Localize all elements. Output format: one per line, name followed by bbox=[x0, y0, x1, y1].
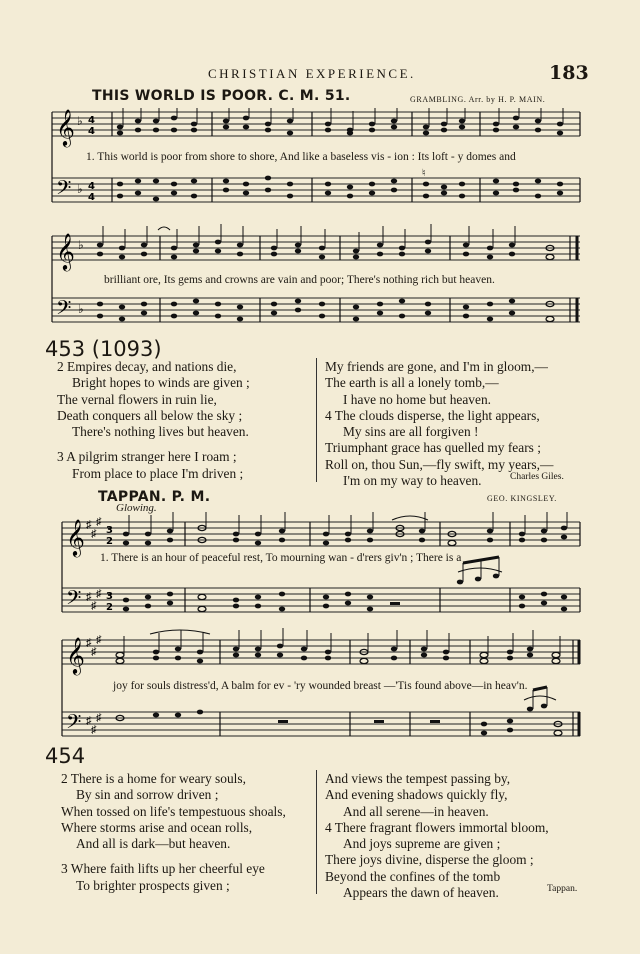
hymn-454-author: Tappan. bbox=[547, 884, 578, 894]
svg-text:♯: ♯ bbox=[96, 712, 102, 724]
verse-line: And all serene—in heaven. bbox=[343, 803, 489, 819]
running-title: CHRISTIAN EXPERIENCE. bbox=[208, 66, 416, 81]
svg-text:♯: ♯ bbox=[86, 715, 92, 727]
tune2-title: TAPPAN. P. M. bbox=[98, 489, 211, 505]
svg-text:♭: ♭ bbox=[78, 238, 84, 252]
stanza-gap bbox=[57, 440, 250, 449]
verse-line: 2 Empires decay, and nations die, bbox=[57, 359, 237, 374]
svg-text:♯: ♯ bbox=[96, 516, 102, 528]
verse-line: From place to place I'm driven ; bbox=[72, 465, 244, 481]
verse-line: My sins are all forgiven ! bbox=[343, 424, 479, 440]
verse-line: I have no home but heaven. bbox=[343, 391, 491, 407]
verse-line: And evening shadows quickly fly, bbox=[325, 787, 508, 803]
svg-text:♯: ♯ bbox=[91, 528, 97, 540]
svg-text:♯: ♯ bbox=[91, 646, 97, 658]
svg-text:𝄞: 𝄞 bbox=[66, 518, 85, 556]
svg-text:3: 3 bbox=[106, 591, 113, 602]
page-number: 183 bbox=[549, 62, 589, 84]
svg-text:3: 3 bbox=[106, 525, 113, 536]
hymn-453-author: Charles Giles. bbox=[510, 472, 564, 482]
tune1-lyric-line1: 1. This world is poor from shore to shore, And like a baseless vis - ion : Its loft - y domes and bbox=[86, 151, 516, 163]
verse-line: To brighter prospects given ; bbox=[76, 877, 230, 893]
svg-text:♭: ♭ bbox=[77, 182, 83, 196]
verse-line: The vernal flowers in ruin lie, bbox=[57, 391, 217, 407]
svg-text:♭: ♭ bbox=[78, 302, 84, 316]
svg-text:𝄢: 𝄢 bbox=[66, 586, 82, 614]
verse-line: There joys divine, disperse the gloom ; bbox=[325, 852, 534, 868]
verse-line: When tossed on life's tempestuous shoals, bbox=[61, 803, 286, 819]
hymn-453-number: 453 (1093) bbox=[45, 337, 162, 361]
tune1-lyric-line2: brilliant ore, Its gems and crowns are vain and poor; There's nothing rich but heaven. bbox=[104, 274, 495, 286]
svg-text:2: 2 bbox=[106, 536, 113, 547]
svg-text:𝄢: 𝄢 bbox=[66, 710, 82, 738]
svg-text:♯: ♯ bbox=[91, 724, 97, 736]
sharp-icon: ♯ bbox=[86, 519, 92, 531]
hymn-453-right-column bbox=[325, 359, 553, 489]
treble-clef-icon: 𝄞 bbox=[56, 108, 75, 146]
verse-line: Bright hopes to winds are given ; bbox=[72, 375, 250, 391]
svg-text:2: 2 bbox=[106, 602, 113, 613]
tune2-lyric-line2: joy for souls distress'd, A balm for ev - 'ry wounded breast —'Tis found above—in heav'n. bbox=[113, 680, 528, 692]
svg-text:♯: ♯ bbox=[96, 634, 102, 646]
verse-line: By sin and sorrow driven ; bbox=[76, 787, 219, 803]
verse-line: 3 A pilgrim stranger here I roam ; bbox=[57, 449, 237, 465]
hymn-454-left-column bbox=[61, 771, 286, 894]
svg-text:♯: ♯ bbox=[86, 637, 92, 649]
verse-line: Appears the dawn of heaven. bbox=[343, 885, 499, 901]
hymn-453-left-column bbox=[57, 359, 250, 482]
svg-text:𝄞: 𝄞 bbox=[56, 232, 75, 270]
verse-line: There's nothing lives but heaven. bbox=[72, 424, 249, 440]
column-divider bbox=[316, 770, 317, 894]
verse-line: Death conquers all below the sky ; bbox=[57, 407, 243, 423]
svg-text:♯: ♯ bbox=[91, 600, 97, 612]
verse-line: The earth is all a lonely tomb,— bbox=[325, 375, 499, 391]
svg-text:♯: ♯ bbox=[96, 588, 102, 600]
svg-text:𝄞: 𝄞 bbox=[66, 636, 85, 674]
svg-text:𝄢: 𝄢 bbox=[56, 296, 72, 324]
verse-line: 4 The clouds disperse, the light appears, bbox=[325, 407, 540, 423]
tune2-tempo: Glowing. bbox=[116, 502, 157, 514]
svg-text:♮: ♮ bbox=[422, 168, 426, 179]
hymn-454-right-column bbox=[325, 771, 549, 901]
verse-line: And joys supreme are given ; bbox=[343, 836, 501, 852]
verse-line: I'm on my way to heaven. bbox=[343, 473, 482, 489]
verse-line: 4 There fragrant flowers immortal bloom, bbox=[325, 819, 549, 835]
tune2-credit: GEO. KINGSLEY. bbox=[487, 494, 557, 503]
stanza-gap bbox=[61, 852, 286, 861]
tune2-system1-notation bbox=[60, 512, 584, 622]
verse-line: 2 There is a home for weary souls, bbox=[61, 771, 246, 786]
tune1-title: THIS WORLD IS POOR. C. M. 51. bbox=[92, 88, 351, 104]
svg-text:4: 4 bbox=[88, 181, 95, 192]
flat-icon: ♭ bbox=[77, 114, 83, 128]
bass-staff bbox=[52, 178, 580, 202]
bass-clef-icon: 𝄢 bbox=[56, 176, 72, 204]
verse-line: 3 Where faith lifts up her cheerful eye bbox=[61, 861, 265, 877]
tune1-credit: GRAMBLING. Arr. by H. P. MAIN. bbox=[410, 95, 546, 104]
column-divider bbox=[316, 358, 317, 482]
verse-line: Roll on, thou Sun,—fly swift, my years,— bbox=[325, 456, 554, 472]
tune2-lyric-line1: 1. There is an hour of peaceful rest, To mourning wan - d'rers giv'n ; There is a bbox=[100, 552, 462, 564]
verse-line: My friends are gone, and I'm in gloom,— bbox=[325, 359, 548, 374]
treble-staff bbox=[52, 112, 580, 136]
verse-line: Beyond the confines of the tomb bbox=[325, 868, 501, 884]
svg-text:4: 4 bbox=[88, 115, 95, 126]
svg-text:4: 4 bbox=[88, 192, 95, 203]
verse-line: Where storms arise and ocean rolls, bbox=[61, 819, 253, 835]
verse-line: Triumphant grace has quelled my fears ; bbox=[325, 440, 541, 456]
hymn-454-number: 454 bbox=[45, 744, 86, 768]
verse-line: And views the tempest passing by, bbox=[325, 771, 511, 786]
tune1-system1-notation bbox=[50, 108, 582, 218]
verse-line: And all is dark—but heaven. bbox=[76, 836, 231, 852]
svg-text:4: 4 bbox=[88, 126, 95, 137]
svg-text:♯: ♯ bbox=[86, 591, 92, 603]
